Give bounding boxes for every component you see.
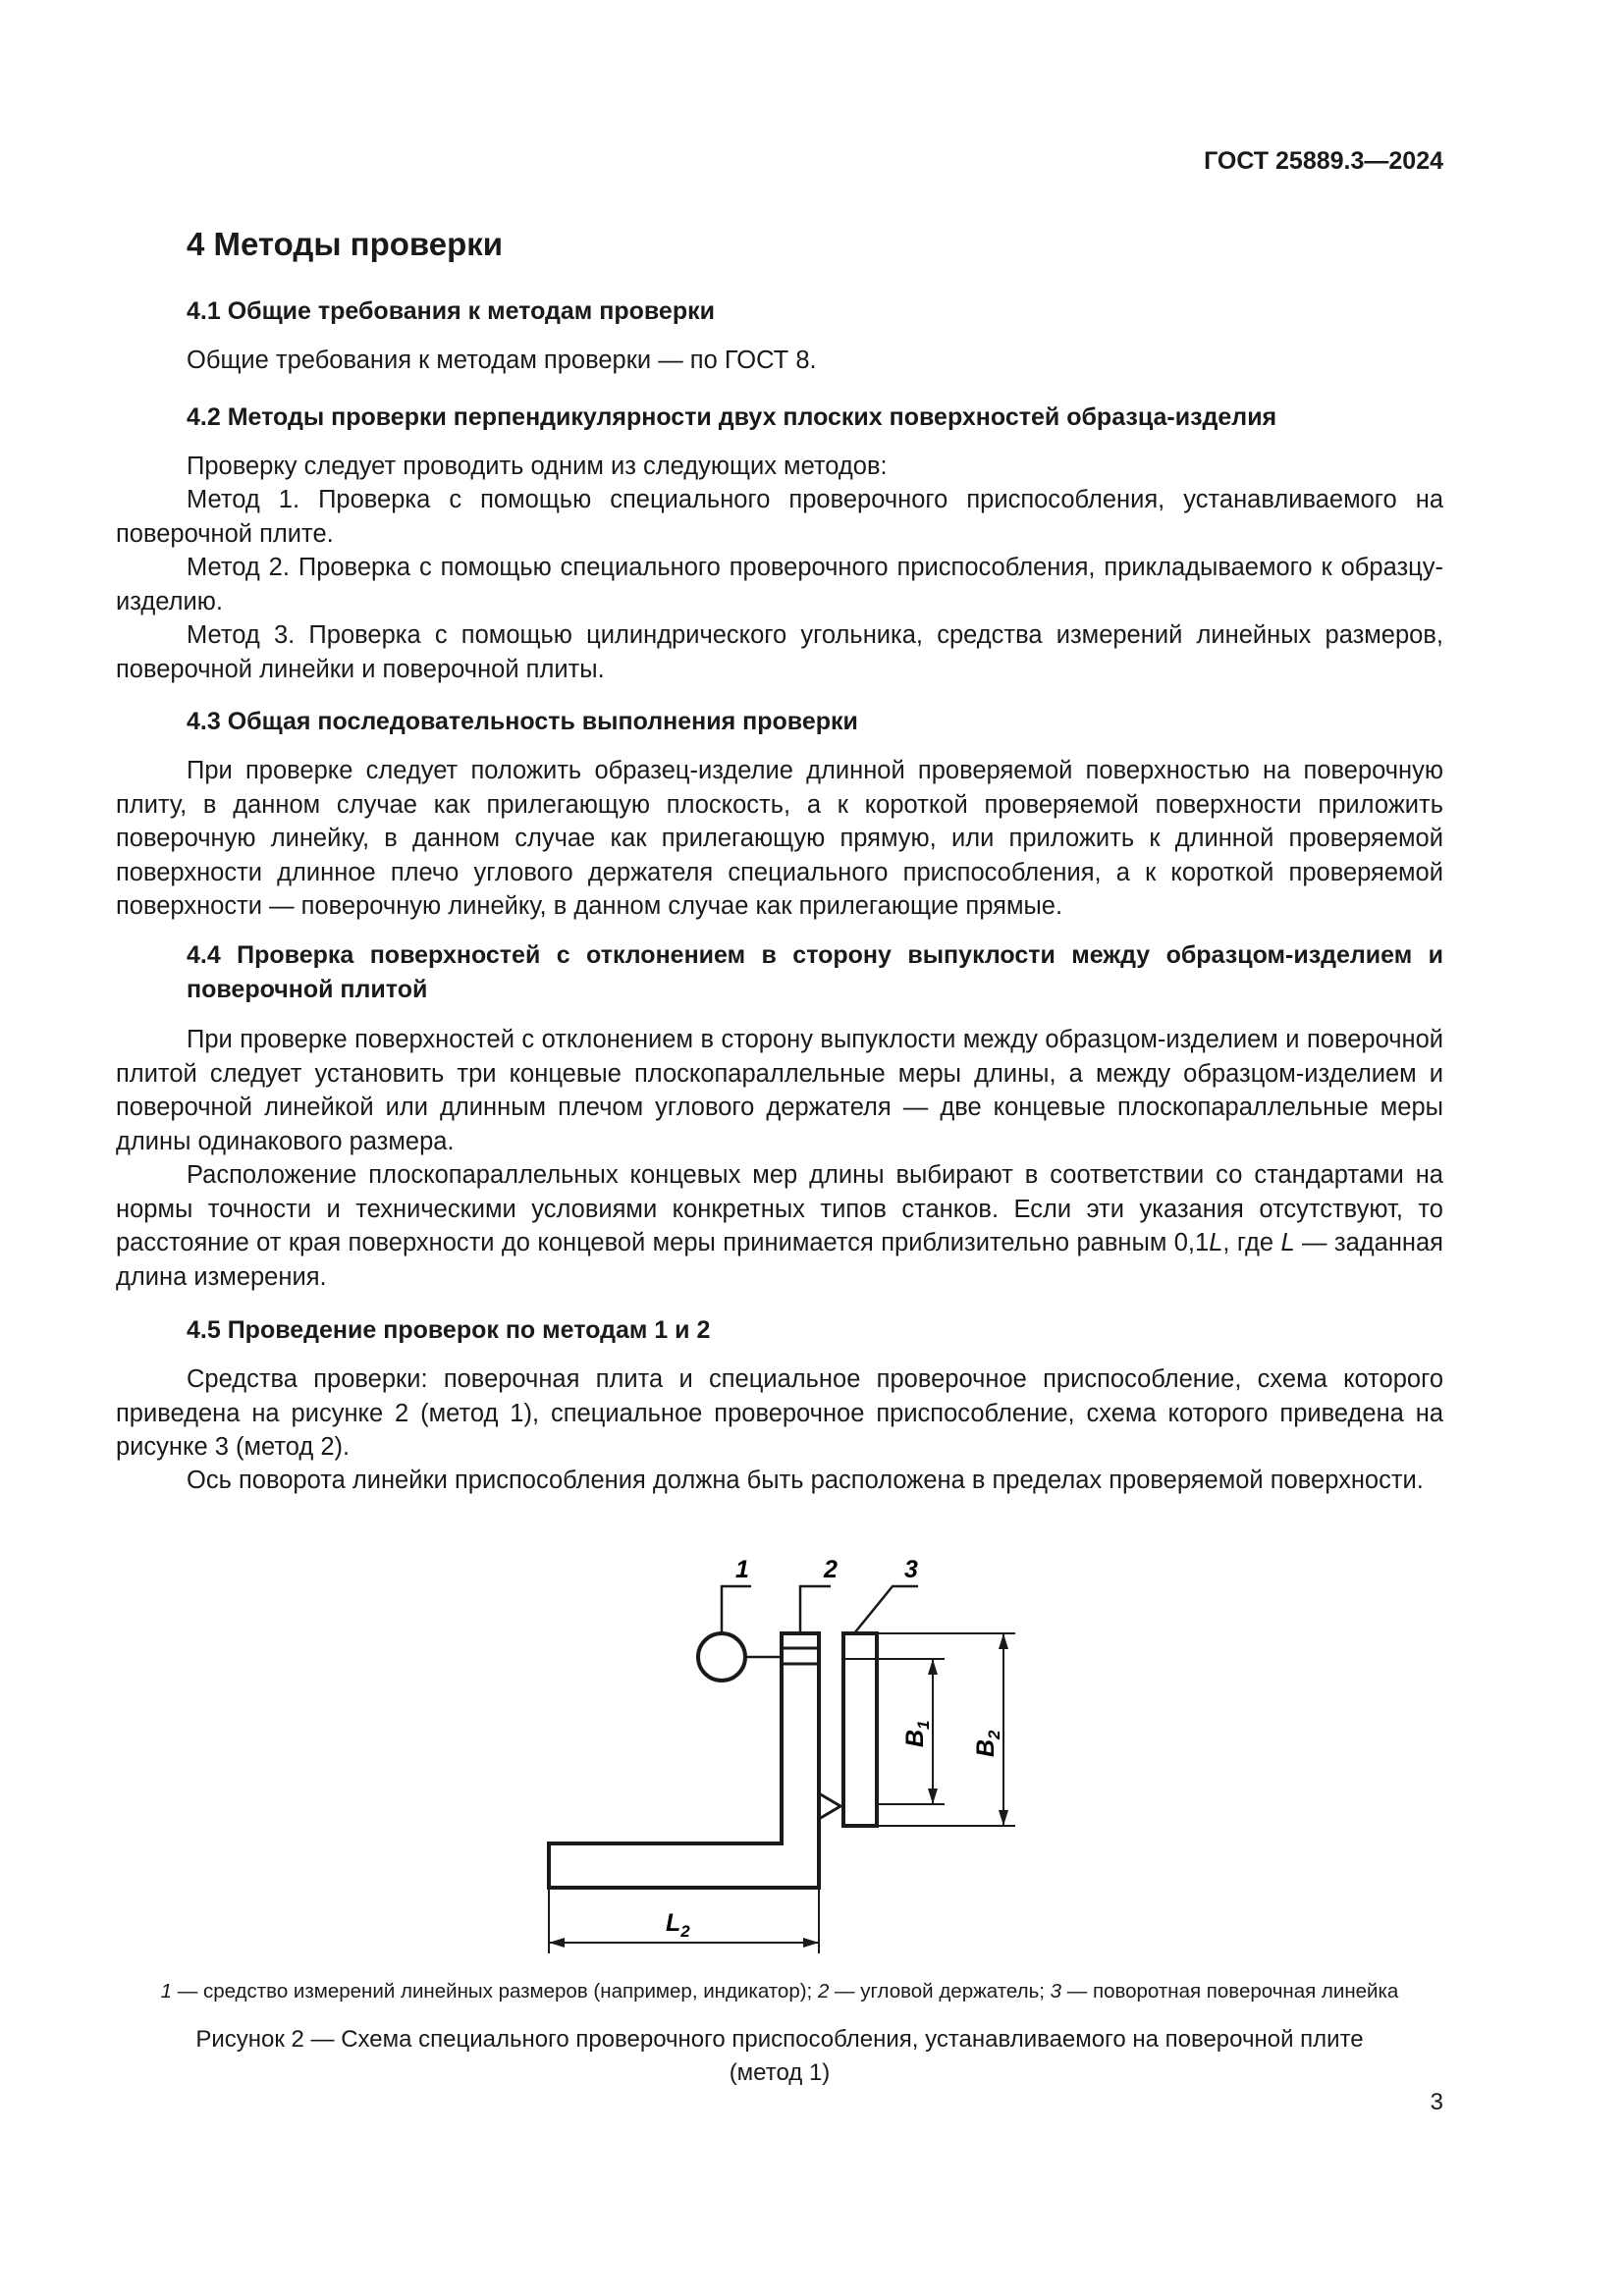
subsection-4-5-p1: Средства проверки: поверочная плита и специальное проверочное приспособление, схема которого приведена на рисунке 2 (метод 1), специальное проверочное приспособление, схема которого приведена на рисунке 3 (метод 2). <box>116 1365 1443 1461</box>
subsection-4-2-method-3: Метод 3. Проверка с помощью цилиндрического угольника, средства измерений линейных размеров, поверочной линейки и поверочной плиты. <box>116 621 1443 683</box>
b1-arrow-bottom <box>928 1789 938 1804</box>
leader-line-3 <box>854 1586 918 1633</box>
figure-caption <box>116 2023 1443 2090</box>
subsection-4-2-method-2: Метод 2. Проверка с помощью специального проверочного приспособления, прикладываемого к образцу-изделию. <box>116 554 1443 615</box>
standard-id: ГОСТ 25889.3—2024 <box>1204 147 1443 175</box>
figure-legend: 1 — средство измерений линейных размеров (например, индикатор); 2 — угловой держатель; 3 — поворотная поверочная линейка <box>160 1980 1399 2002</box>
subsection-4-2-method-1: Метод 1. Проверка с помощью специального проверочного приспособления, устанавливаемого на поверочной плите. <box>116 486 1443 548</box>
l2-arrow-left <box>549 1938 565 1948</box>
l2-arrow-right <box>803 1938 819 1948</box>
leader-line-2 <box>800 1586 831 1633</box>
subsection-4-3-p1: При проверке следует положить образец-изделие длинной проверяемой поверхностью на поверочную плиту, в данном случае как прилегающую плоскость, а к короткой проверяемой поверхности приложить поверочную линейку, в данном случае как прилегающую прямую, или приложить к длинной проверяемой поверхности длинное плечо углового держателя специального приспособления, а к короткой проверяемой поверхности — поверочную линейку, в данном случае как прилегающие прямые. <box>116 757 1443 920</box>
b2-arrow-bottom <box>999 1810 1008 1826</box>
section-title: 4 Методы проверки <box>187 226 504 262</box>
leader-line-1 <box>722 1586 751 1633</box>
angle-holder <box>549 1633 819 1888</box>
callout-3: 3 <box>904 1556 918 1583</box>
b1-label: $B_1$ <box>901 1720 933 1747</box>
b2-label: $B_2$ <box>972 1730 1003 1757</box>
figure-caption-line-1: Рисунок 2 — Схема специального проверочного приспособления, устанавливаемого на поверочной плите <box>195 2026 1364 2053</box>
subsection-4-4-title: 4.4 Проверка поверхностей с отклонением в сторону выпуклости между образцом-изделием и поверочной плитой <box>187 941 1443 1003</box>
subsection-4-1-text: Общие требования к методам проверки — по ГОСТ 8. <box>187 347 817 374</box>
callout-2: 2 <box>824 1556 838 1583</box>
subsection-4-3-title: 4.3 Общая последовательность выполнения проверки <box>187 708 858 735</box>
subsection-4-5-title: 4.5 Проведение проверок по методам 1 и 2 <box>187 1316 711 1344</box>
b2-arrow-top <box>999 1633 1008 1649</box>
pivot-triangle <box>819 1793 840 1819</box>
rotary-straightedge <box>843 1633 877 1826</box>
subsection-4-5-p2: Ось поворота линейки приспособления должна быть расположена в пределах проверяемой поверхности. <box>187 1467 1424 1494</box>
b1-arrow-top <box>928 1659 938 1675</box>
callout-1: 1 <box>735 1556 749 1583</box>
subsection-4-2-p1: Проверку следует проводить одним из следующих методов: <box>187 453 888 480</box>
page-number: 3 <box>1430 2089 1443 2115</box>
subsection-4-4-p1: При проверке поверхностей с отклонением в сторону выпуклости между образцом-изделием и поверочной плитой следует установить три концевые плоскопараллельные меры длины, а между образцом-изделием и поверочной линейкой или длинным плечом углового держателя — две концевые плоскопараллельные меры длины одинакового размера. <box>116 1026 1443 1155</box>
indicator-circle <box>698 1633 745 1681</box>
figure-caption-line-2: (метод 1) <box>729 2059 831 2086</box>
l2-label: $L_2$ <box>666 1909 690 1941</box>
subsection-4-1-title: 4.1 Общие требования к методам проверки <box>187 297 715 325</box>
subsection-4-4-p2: Расположение плоскопараллельных концевых мер длины выбирают в соответствии со стандартами на нормы точности и техническими условиями конкретных типов станков. Если эти указания отсутствуют, то расстояние от края поверхности до концевой меры принимается приблизительно равным 0,1L, где L — заданная длина измерения. <box>116 1161 1443 1291</box>
subsection-4-2-title: 4.2 Методы проверки перпендикулярности двух плоских поверхностей образца-изделия <box>187 403 1277 431</box>
